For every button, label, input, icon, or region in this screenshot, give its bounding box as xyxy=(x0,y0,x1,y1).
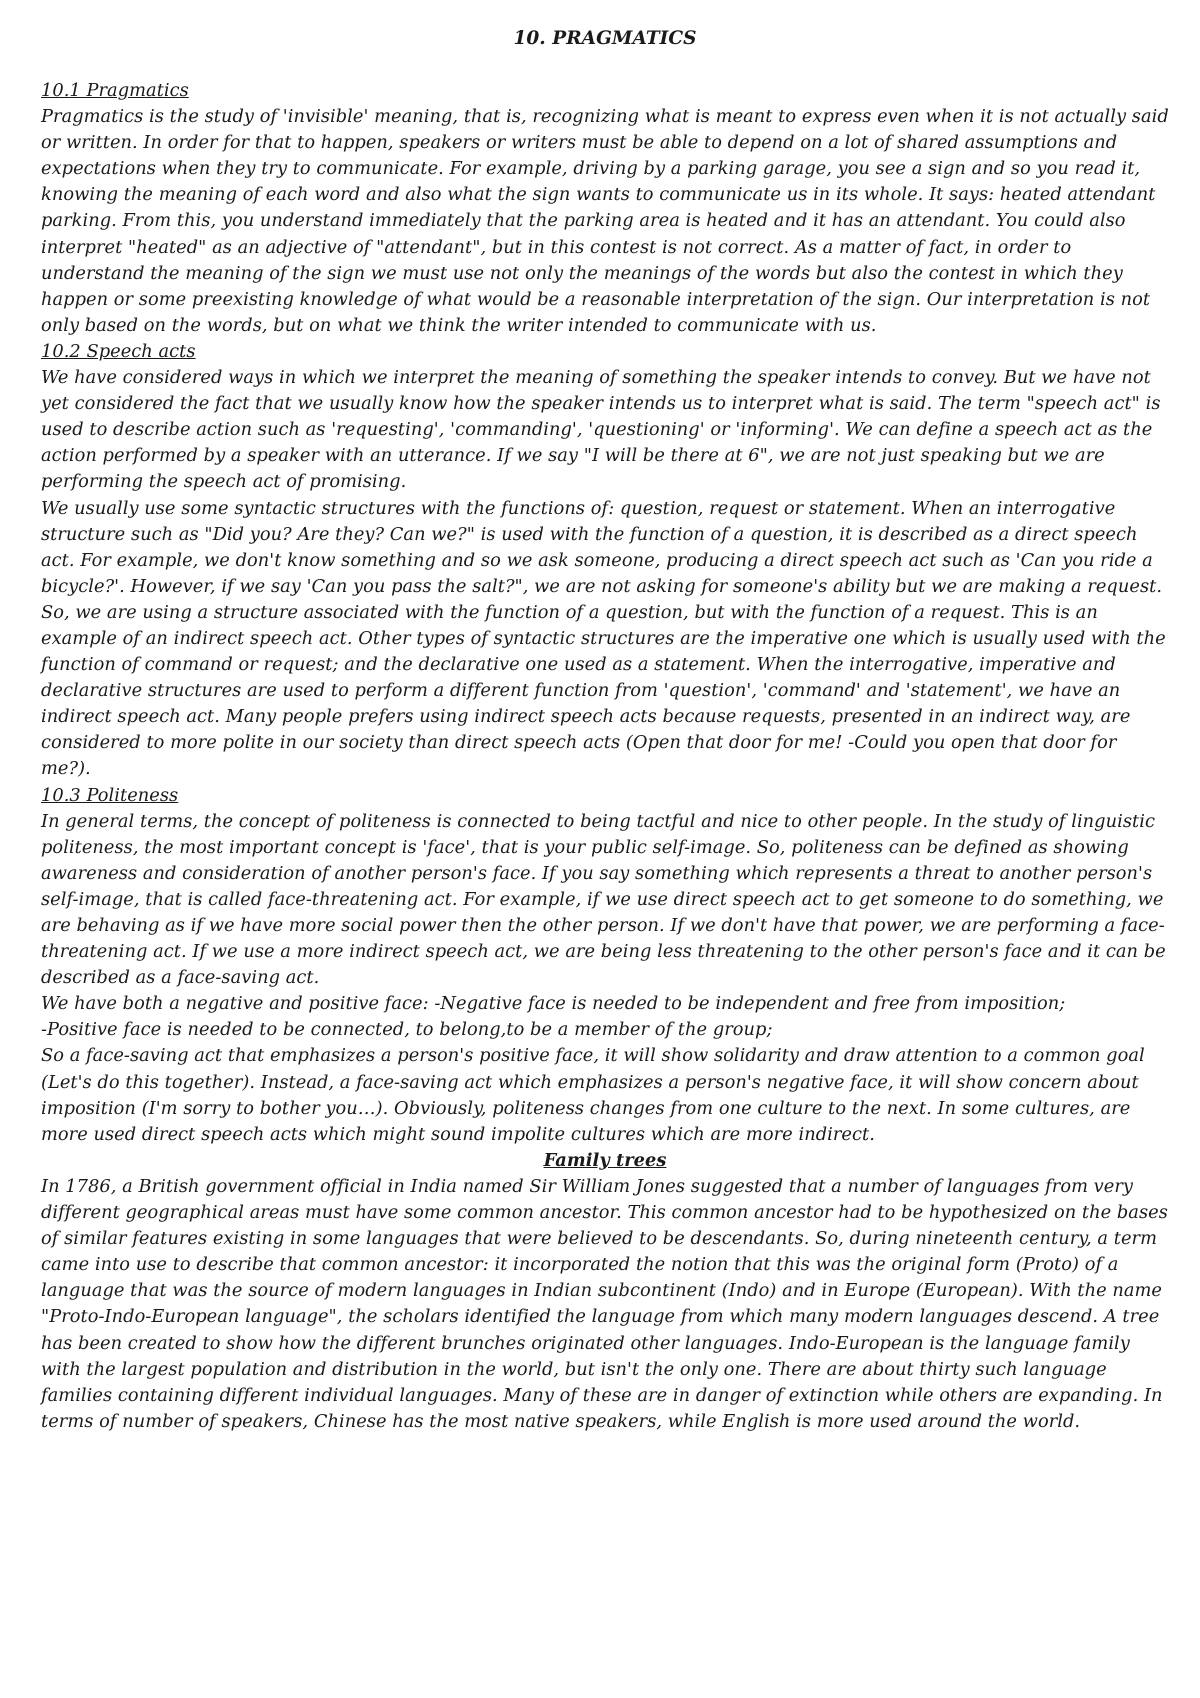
section-heading: Family trees xyxy=(543,1149,667,1171)
paragraph: We have considered ways in which we interpret the meaning of something the speaker intends to convey. But we have not yet considered the fact that we usually know how the speaker intends us to interpret what is said. The term "speech act" is used to describe action such as 'requesting', 'commanding', 'questioning' or 'informing'. We can define a speech act as the action performed by a speaker with an utterance. If we say "I will be there at 6", we are not just speaking but we are performing the speech act of promising. xyxy=(41,367,1161,493)
section-speech-acts xyxy=(41,339,1169,783)
paragraph: So a face-saving act that emphasizes a person's positive face, it will show solidarity and draw attention to a common goal (Let's do this together). Instead, a face-saving act which emphasizes a person's negative face, it will show concern about imposition (I'm sorry to bother you…). Obviously, politeness changes from one culture to the next. In some cultures, are more used direct speech acts which might sound impolite cultures which are more indirect. xyxy=(41,1045,1145,1145)
paragraph: Pragmatics is the study of 'invisible' meaning, that is, recognizing what is meant to express even when it is not actually said or written. In order for that to happen, speakers or writers must be able to depend on a lot of shared assumptions and expectations when they try to communicate. For example, driving by a parking garage, you see a sign and so you read it, knowing the meaning of each word and also what the sign wants to communicate us in its whole. It says: heated attendant parking. From this, you understand immediately that the parking area is heated and it has an attendant. You could also interpret "heated" as an adjective of "attendant", but in this contest is not correct. As a matter of fact, in order to understand the meaning of the sign we must use not only the meanings of the words but also the contest in which they happen or some preexisting knowledge of what would be a reasonable interpretation of the sign. Our interpretation is not only based on the words, but on what we think the writer intended to communicate with us. xyxy=(41,106,1169,336)
paragraph: We have both a negative and positive face: -Negative face is needed to be independent and free from imposition; xyxy=(41,993,1066,1015)
paragraph: -Positive face is needed to be connected, to belong,to be a member of the group; xyxy=(41,1019,773,1041)
paragraph: In 1786, a British government official in India named Sir William Jones suggested that a number of languages from very different geographical areas must have some common ancestor. This common ancestor had to be hypothesized on the bases of similar features existing in some languages that were believed to be descendants. So, during nineteenth century, a term came into use to describe that common ancestor: it incorporated the notion that this was the original form (Proto) of a language that was the source of modern languages in Indian subcontinent (Indo) and in Europe (European). With the name "Proto-Indo-European language", the scholars identified the language from which many modern languages descend. A tree has been created to show how the different brunches originated other languages. Indo-European is the language family with the largest population and distribution in the world, but isn't the only one. There are about thirty such language families containing different individual languages. Many of these are in danger of extinction while others are expanding. In terms of number of speakers, Chinese has the most native speakers, while English is more used around the world. xyxy=(41,1175,1168,1432)
section-politeness xyxy=(41,783,1169,1148)
section-heading: 10.2 Speech acts xyxy=(41,340,196,362)
section-heading: 10.1 Pragmatics xyxy=(41,80,189,101)
document-page xyxy=(41,26,1169,1435)
paragraph: In general terms, the concept of politeness is connected to being tactful and nice to other people. In the study of linguistic politeness, the most important concept is 'face', that is your public self-image. So, politeness can be defined as showing awareness and consideration of another person's face. If you say something which represents a threat to another person's self-image, that is called face-threatening act. For example, if we use direct speech act to get someone to do something, we are behaving as if we have more social power then the other person. If we don't have that power, we are performing a face-threatening act. If we use a more indirect speech act, we are being less threatening to the other person's face and it can be described as a face-saving act. xyxy=(41,810,1166,989)
paragraph: We usually use some syntactic structures with the functions of: question, request or statement. When an interrogative structure such as "Did you? Are they? Can we?" is used with the function of a question, it is described as a direct speech act. For example, we don't know something and so we ask someone, producing a direct speech act such as 'Can you ride a bicycle?'. However, if we say 'Can you pass the salt?", we are not asking for someone's ability but we are making a request. So, we are using a structure associated with the function of a question, but with the function of a request. This is an example of an indirect speech act. Other types of syntactic structures are the imperative one which is usually used with the function of command or request; and the declarative one used as a statement. When the interrogative, imperative and declarative structures are used to perform a different function from 'question', 'command' and 'statement', we have an indirect speech act. Many people prefers using indirect speech acts because requests, presented in an indirect way, are considered to more polite in our society than direct speech acts (Open that door for me! -Could you open that door for me?). xyxy=(41,497,1166,780)
section-family-trees xyxy=(41,1148,1169,1435)
section-heading: 10.3 Politeness xyxy=(41,784,179,806)
page-title: 10. PRAGMATICS xyxy=(513,28,697,49)
section-pragmatics xyxy=(41,78,1169,339)
